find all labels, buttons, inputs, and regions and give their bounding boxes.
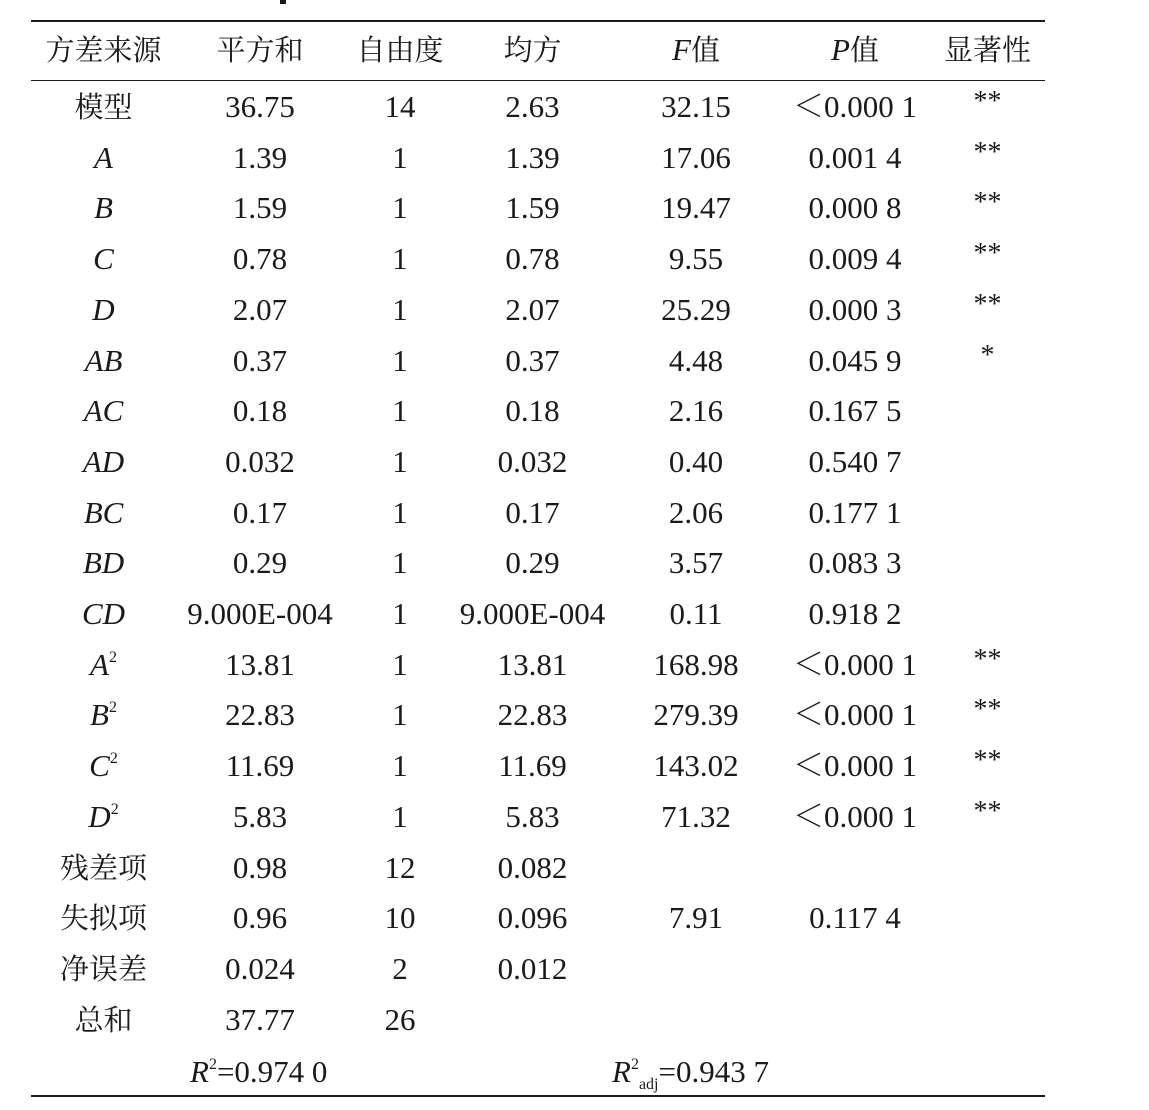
table-top-rule — [31, 20, 1045, 22]
p-value-cell: 0.918 2 — [808, 596, 902, 631]
significance-cell — [940, 386, 1035, 436]
sum-of-squares-cell: 1.39 — [232, 139, 288, 175]
table-row — [0, 589, 1149, 639]
mean-square-cell: 1.59 — [505, 190, 560, 226]
p-value-cell: 0.117 4 — [809, 900, 901, 936]
f-value-cell — [620, 995, 772, 1045]
p-value-cell: 0.045 9 — [808, 342, 902, 378]
source-label: C — [89, 748, 110, 784]
degrees-of-freedom-cell: 1 — [392, 393, 408, 429]
p-value-cell: 0.540 7 — [808, 443, 902, 479]
degrees-of-freedom-cell: 1 — [392, 190, 408, 226]
table-header-row — [0, 24, 1149, 74]
p-value-cell: ＜0.000 1 — [793, 646, 917, 682]
f-value-cell: 168.98 — [653, 646, 739, 682]
degrees-of-freedom-cell: 14 — [384, 89, 416, 124]
table-row — [0, 488, 1149, 538]
p-value-cell: 0.001 4 — [808, 139, 902, 175]
table-row — [0, 690, 1149, 740]
source-cell — [31, 285, 176, 335]
clipped-text-fragment — [280, 0, 286, 4]
source-label: BD — [82, 545, 125, 581]
source-cell — [31, 336, 176, 386]
mean-square-cell: 2.07 — [505, 291, 560, 327]
table-row — [0, 133, 1149, 183]
table-row — [0, 944, 1149, 994]
significance-cell — [940, 843, 1035, 893]
source-superscript: 2 — [108, 648, 117, 666]
sum-of-squares-cell: 0.032 — [225, 443, 295, 479]
sum-of-squares-cell: 0.37 — [232, 342, 288, 378]
sum-of-squares-cell: 37.77 — [225, 1001, 295, 1037]
source-label: B — [94, 190, 113, 226]
mean-square-cell: 5.83 — [505, 798, 560, 834]
sum-of-squares-cell: 5.83 — [232, 798, 288, 834]
p-value-cell — [775, 843, 935, 893]
mean-square-cell: 9.000E-004 — [459, 596, 606, 631]
sum-of-squares-cell: 0.17 — [232, 494, 288, 530]
f-value-cell — [620, 944, 772, 994]
p-value-cell: 0.000 3 — [808, 291, 902, 327]
table-row — [0, 792, 1149, 842]
f-value-cell: 9.55 — [668, 241, 724, 277]
degrees-of-freedom-cell: 1 — [392, 241, 408, 277]
mean-square-cell: 1.39 — [505, 139, 560, 175]
r2adj-letter: R — [612, 1054, 631, 1089]
mean-square-cell: 0.78 — [505, 241, 560, 277]
source-label: CD — [81, 596, 126, 631]
source-label: AD — [82, 443, 125, 479]
f-value-cell: 71.32 — [661, 798, 731, 834]
table-row — [0, 336, 1149, 386]
source-cell — [31, 386, 176, 436]
table-row — [0, 183, 1149, 233]
table-row — [0, 538, 1149, 588]
header-source: 方差来源 — [45, 33, 162, 67]
significance-cell: ** — [973, 643, 1002, 675]
table-row — [0, 234, 1149, 284]
f-value-cell: 143.02 — [653, 748, 739, 784]
source-superscript: 2 — [108, 699, 117, 717]
mean-square-cell: 0.29 — [505, 545, 560, 581]
sum-of-squares-cell: 0.96 — [232, 900, 288, 936]
sum-of-squares-cell: 1.59 — [232, 190, 288, 226]
mean-square-cell: 0.18 — [505, 393, 560, 429]
degrees-of-freedom-cell: 1 — [392, 291, 408, 327]
mean-square-cell: 0.012 — [497, 950, 568, 986]
header-sum-of-squares: 平方和 — [216, 33, 304, 67]
f-value-cell: 3.57 — [668, 545, 724, 581]
degrees-of-freedom-cell: 1 — [392, 139, 408, 175]
source-label: 残差项 — [59, 850, 147, 885]
degrees-of-freedom-cell: 1 — [392, 545, 408, 581]
sum-of-squares-cell: 11.69 — [225, 748, 295, 784]
source-cell — [31, 133, 176, 183]
source-label: D — [88, 798, 111, 834]
significance-cell — [940, 488, 1035, 538]
source-label: 失拟项 — [59, 901, 147, 936]
source-label: BC — [83, 494, 124, 530]
sum-of-squares-cell: 0.78 — [232, 241, 288, 277]
f-value-cell: 2.16 — [668, 393, 724, 429]
significance-cell: ** — [973, 745, 1002, 777]
degrees-of-freedom-cell: 1 — [392, 748, 408, 784]
p-value-cell: 0.177 1 — [808, 494, 902, 530]
source-superscript: 2 — [109, 750, 118, 768]
mean-square-cell: 22.83 — [497, 697, 568, 733]
degrees-of-freedom-cell: 26 — [384, 1001, 416, 1037]
header-p-letter: P — [831, 32, 850, 67]
table-row — [0, 995, 1149, 1045]
degrees-of-freedom-cell: 1 — [392, 798, 408, 834]
mean-square-cell: 2.63 — [505, 89, 560, 124]
r-squared-label — [190, 1047, 327, 1097]
table-row — [0, 386, 1149, 436]
table-row — [0, 893, 1149, 943]
p-value-cell: ＜0.000 1 — [793, 748, 917, 784]
source-label: B — [90, 697, 109, 733]
table-header-rule — [31, 80, 1045, 81]
source-cell — [31, 183, 176, 233]
p-value-cell: 0.009 4 — [808, 241, 902, 277]
source-cell — [31, 589, 176, 639]
header-p-value — [775, 24, 935, 74]
significance-cell: ** — [973, 694, 1002, 726]
degrees-of-freedom-cell: 1 — [392, 596, 408, 631]
mean-square-cell: 0.37 — [505, 342, 560, 378]
header-f-suffix: 值 — [690, 33, 720, 67]
sum-of-squares-cell: 0.18 — [232, 393, 288, 429]
mean-square-cell: 0.032 — [497, 443, 568, 479]
table-row — [0, 285, 1149, 335]
significance-cell — [940, 995, 1035, 1045]
source-label: 净误差 — [59, 951, 147, 986]
p-value-cell — [775, 995, 935, 1045]
sum-of-squares-cell: 2.07 — [232, 291, 288, 327]
source-cell — [31, 234, 176, 284]
source-superscript: 2 — [110, 800, 119, 818]
significance-cell — [940, 944, 1035, 994]
p-value-cell: 0.000 8 — [808, 190, 902, 226]
header-mean-square: 均方 — [503, 33, 562, 67]
source-cell — [31, 82, 176, 132]
f-value-cell: 4.48 — [668, 342, 724, 378]
p-value-cell: ＜0.000 1 — [793, 89, 917, 124]
table-row — [0, 437, 1149, 487]
r2-superscript: 2 — [208, 1056, 217, 1073]
sum-of-squares-cell: 0.98 — [232, 849, 288, 885]
significance-cell — [940, 589, 1035, 639]
header-f-letter: F — [672, 32, 691, 67]
source-cell — [31, 741, 176, 791]
degrees-of-freedom-cell: 1 — [392, 342, 408, 378]
f-value-cell: 32.15 — [661, 89, 731, 124]
r2adj-subscript: adj — [638, 1076, 659, 1093]
source-label: D — [92, 291, 115, 327]
p-value-cell: ＜0.000 1 — [793, 697, 917, 733]
sum-of-squares-cell: 9.000E-004 — [187, 596, 333, 631]
mean-square-cell: 0.17 — [505, 494, 560, 530]
mean-square-cell — [455, 995, 610, 1045]
f-value-cell: 279.39 — [653, 697, 739, 733]
sum-of-squares-cell: 0.29 — [232, 545, 288, 581]
mean-square-cell: 0.082 — [497, 849, 568, 885]
source-cell — [31, 690, 176, 740]
table-row — [0, 843, 1149, 893]
degrees-of-freedom-cell: 1 — [392, 646, 408, 682]
mean-square-cell: 11.69 — [498, 748, 567, 784]
p-value-cell: 0.083 3 — [808, 545, 902, 581]
source-label: C — [93, 241, 114, 277]
significance-cell: ** — [973, 238, 1002, 270]
f-value-cell — [620, 843, 772, 893]
source-cell — [31, 893, 176, 943]
table-bottom-rule — [31, 1095, 1045, 1097]
significance-cell: ** — [973, 795, 1002, 827]
significance-cell: ** — [973, 187, 1002, 219]
source-cell — [31, 488, 176, 538]
header-p-suffix: 值 — [849, 33, 879, 67]
source-label: AC — [83, 393, 124, 429]
f-value-cell: 0.11 — [669, 596, 723, 631]
r2-value: =0.974 0 — [216, 1054, 328, 1089]
degrees-of-freedom-cell: 1 — [392, 443, 408, 479]
source-cell — [31, 995, 176, 1045]
significance-cell: * — [980, 339, 995, 371]
significance-cell: ** — [973, 86, 1002, 117]
sum-of-squares-cell: 0.024 — [225, 950, 295, 986]
p-value-cell — [775, 944, 935, 994]
f-value-cell: 2.06 — [668, 494, 724, 530]
significance-cell: ** — [973, 136, 1002, 168]
source-cell — [31, 843, 176, 893]
f-value-cell: 19.47 — [661, 190, 731, 226]
source-cell — [31, 640, 176, 690]
p-value-cell: 0.167 5 — [808, 393, 902, 429]
significance-cell: ** — [973, 288, 1002, 320]
table-row — [0, 640, 1149, 690]
adjusted-r-squared-label — [612, 1047, 769, 1097]
significance-cell — [940, 538, 1035, 588]
source-label: AB — [84, 342, 123, 378]
r2adj-value: =0.943 7 — [658, 1054, 769, 1089]
degrees-of-freedom-cell: 1 — [392, 494, 408, 530]
mean-square-cell: 0.096 — [497, 900, 568, 936]
table-row — [0, 82, 1149, 132]
f-value-cell: 0.40 — [668, 443, 724, 479]
significance-cell — [940, 437, 1035, 487]
p-value-cell: ＜0.000 1 — [793, 798, 917, 834]
source-label: A — [90, 646, 109, 682]
r2adj-superscript: 2 — [630, 1056, 639, 1073]
degrees-of-freedom-cell: 10 — [384, 900, 416, 936]
header-significance: 显著性 — [943, 33, 1031, 67]
header-f-value — [620, 24, 772, 74]
f-value-cell: 25.29 — [661, 291, 731, 327]
degrees-of-freedom-cell: 1 — [392, 697, 408, 733]
source-cell — [31, 538, 176, 588]
source-label: 模型 — [74, 90, 133, 124]
source-label: 总和 — [74, 1002, 133, 1037]
significance-cell — [940, 893, 1035, 943]
source-label: A — [94, 139, 113, 175]
degrees-of-freedom-cell: 2 — [392, 950, 408, 986]
f-value-cell: 17.06 — [661, 139, 731, 175]
header-degrees-of-freedom: 自由度 — [356, 33, 444, 67]
source-cell — [31, 792, 176, 842]
sum-of-squares-cell: 22.83 — [225, 697, 295, 733]
source-cell — [31, 944, 176, 994]
f-value-cell: 7.91 — [668, 900, 724, 936]
source-cell — [31, 437, 176, 487]
mean-square-cell: 13.81 — [497, 646, 568, 682]
sum-of-squares-cell: 13.81 — [225, 646, 295, 682]
table-row — [0, 741, 1149, 791]
r2-letter: R — [190, 1054, 209, 1089]
sum-of-squares-cell: 36.75 — [225, 89, 295, 124]
degrees-of-freedom-cell: 12 — [384, 849, 416, 885]
